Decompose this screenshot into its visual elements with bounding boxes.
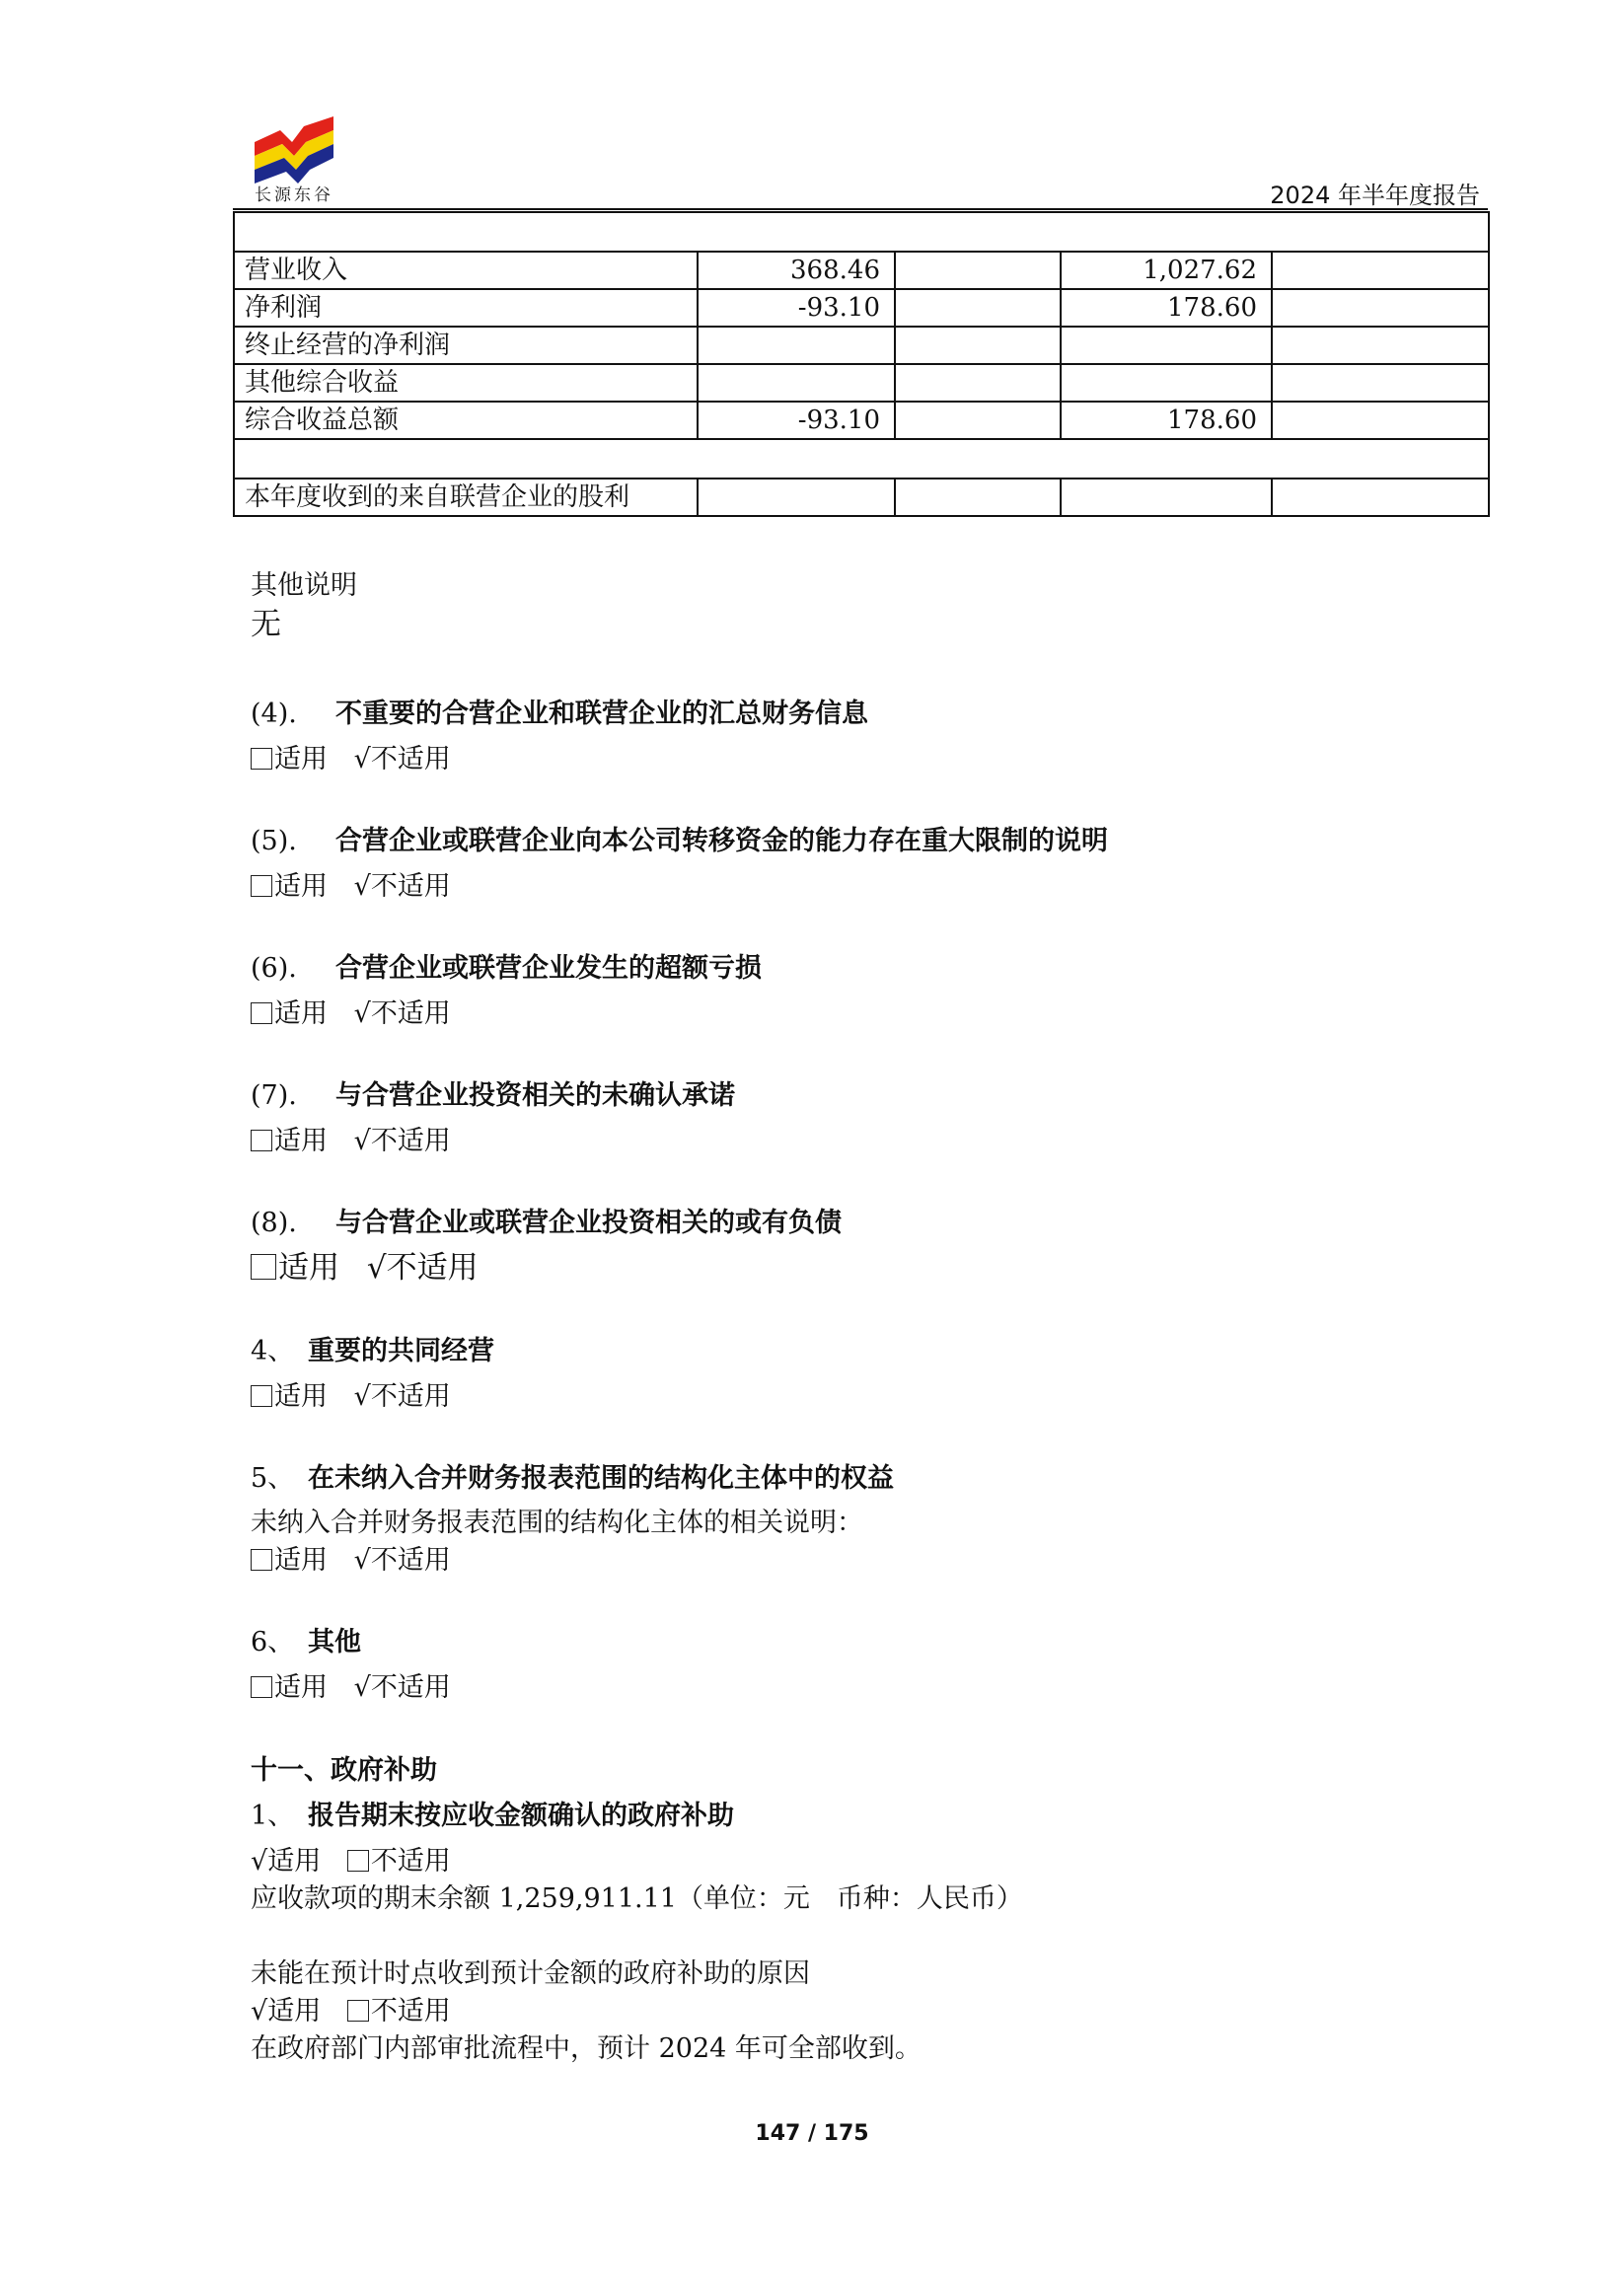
section-number: (5). xyxy=(251,826,297,856)
table-cell-value: 368.46 xyxy=(698,252,895,289)
section-6-heading xyxy=(251,952,762,986)
section-4-heading xyxy=(251,698,868,731)
table-cell-value: 1,027.62 xyxy=(1061,252,1272,289)
table-cell-value xyxy=(1061,327,1272,364)
table-cell-value xyxy=(895,364,1061,402)
structured-entity-note: 未纳入合并财务报表范围的结构化主体的相关说明： xyxy=(251,1508,863,1538)
checkmark-icon: √ xyxy=(366,1250,387,1286)
section-number: (4). xyxy=(251,699,297,729)
applicability-row xyxy=(251,1995,451,2028)
table-cell-label: 营业收入 xyxy=(234,252,698,289)
table-cell-value xyxy=(895,327,1061,364)
section-title: 合营企业或联营企业向本公司转移资金的能力存在重大限制的说明 xyxy=(335,826,1108,856)
applicability-row xyxy=(251,1845,451,1879)
table-cell-label: 终止经营的净利润 xyxy=(234,327,698,364)
not-applicable-label: 不适用 xyxy=(370,1381,451,1412)
table-row xyxy=(234,402,1489,439)
report-title: 2024 年半年度报告 xyxy=(1270,182,1480,209)
table-cell-value xyxy=(895,479,1061,516)
table-cell-label: 综合收益总额 xyxy=(234,402,698,439)
table-cell-value xyxy=(1061,364,1272,402)
section-number: (8). xyxy=(251,1208,297,1238)
applicable-label: 适用 xyxy=(274,744,328,774)
table-row xyxy=(234,212,1489,252)
table-cell-value: 178.60 xyxy=(1061,289,1272,327)
section-title: 其他 xyxy=(308,1627,361,1658)
delay-explanation-text: 在政府部门内部审批流程中，预计 2024 年可全部收到。 xyxy=(251,2033,922,2064)
section-title: 报告期末按应收金额确认的政府补助 xyxy=(308,1801,734,1831)
checkbox-empty-icon xyxy=(251,748,272,770)
applicability-row xyxy=(251,1671,451,1705)
checkmark-icon: √ xyxy=(353,1381,371,1412)
applicable-label: 适用 xyxy=(267,1996,322,2027)
checkmark-icon: √ xyxy=(353,1672,371,1703)
section-number: 6、 xyxy=(251,1627,295,1658)
receivable-amount-text: 应收款项的期末余额 1,259,911.11（单位：元 币种：人民币） xyxy=(251,1883,1023,1914)
table-cell-value xyxy=(1272,252,1489,289)
not-applicable-label: 不适用 xyxy=(370,1672,451,1703)
not-applicable-label: 不适用 xyxy=(370,1545,451,1576)
table-cell-label: 其他综合收益 xyxy=(234,364,698,402)
checkbox-empty-icon xyxy=(251,1676,272,1698)
not-applicable-label: 不适用 xyxy=(370,1126,451,1156)
section-title: 不重要的合营企业和联营企业的汇总财务信息 xyxy=(335,699,868,729)
table-cell-value: -93.10 xyxy=(698,402,895,439)
applicable-label: 适用 xyxy=(274,1672,328,1703)
section-g1-heading xyxy=(251,1800,734,1833)
delay-reason-label: 未能在预计时点收到预计金额的政府补助的原因 xyxy=(251,1958,810,1989)
applicability-row xyxy=(251,1544,451,1578)
applicable-label: 适用 xyxy=(274,1126,328,1156)
section-number: 4、 xyxy=(251,1336,295,1366)
table-row xyxy=(234,327,1489,364)
table-cell-value: 178.60 xyxy=(1061,402,1272,439)
chapter-heading: 十一、政府补助 xyxy=(251,1755,437,1786)
applicability-row xyxy=(251,1125,451,1158)
table-cell-value xyxy=(1272,479,1489,516)
checkmark-icon: √ xyxy=(353,1545,371,1576)
table-cell-label: 净利润 xyxy=(234,289,698,327)
applicable-label: 适用 xyxy=(274,1545,328,1576)
not-applicable-label: 不适用 xyxy=(370,1996,451,2027)
applicable-label: 适用 xyxy=(274,998,328,1029)
header-divider xyxy=(233,208,1488,210)
table-cell-value xyxy=(1272,289,1489,327)
applicability-row xyxy=(251,1251,479,1285)
table-cell-value xyxy=(1272,364,1489,402)
checkmark-icon: √ xyxy=(353,744,371,774)
section-h6-heading xyxy=(251,1626,361,1659)
section-title: 重要的共同经营 xyxy=(308,1336,494,1366)
checkbox-empty-icon xyxy=(251,1254,276,1280)
checkmark-icon: √ xyxy=(251,1846,268,1877)
section-title: 与合营企业投资相关的未确认承诺 xyxy=(335,1080,735,1111)
other-note-value: 无 xyxy=(251,607,281,642)
not-applicable-label: 不适用 xyxy=(370,1846,451,1877)
table-cell-label xyxy=(234,212,1489,252)
other-note-label: 其他说明 xyxy=(251,570,357,601)
not-applicable-label: 不适用 xyxy=(370,744,451,774)
page-number: 147 / 175 xyxy=(755,2121,869,2146)
checkbox-empty-icon xyxy=(251,1549,272,1571)
logo-text: 长源东谷 xyxy=(255,185,333,205)
table-cell-value: -93.10 xyxy=(698,289,895,327)
table-row xyxy=(234,439,1489,479)
applicable-label: 适用 xyxy=(274,871,328,902)
applicable-label: 适用 xyxy=(278,1250,339,1286)
section-number: 5、 xyxy=(251,1463,295,1494)
table-row xyxy=(234,289,1489,327)
section-number: (7). xyxy=(251,1080,297,1111)
table-row xyxy=(234,364,1489,402)
applicability-row xyxy=(251,743,451,776)
not-applicable-label: 不适用 xyxy=(370,998,451,1029)
checkbox-empty-icon xyxy=(347,1850,369,1872)
section-h5-heading xyxy=(251,1462,894,1496)
section-number: (6). xyxy=(251,953,297,984)
applicable-label: 适用 xyxy=(267,1846,322,1877)
table-cell-value xyxy=(1272,327,1489,364)
section-number: 1、 xyxy=(251,1801,295,1831)
table-cell-value xyxy=(698,479,895,516)
checkbox-empty-icon xyxy=(251,1130,272,1151)
table-row xyxy=(234,252,1489,289)
section-8-heading xyxy=(251,1207,842,1240)
checkmark-icon: √ xyxy=(251,1996,268,2027)
section-7-heading xyxy=(251,1079,735,1113)
applicability-row xyxy=(251,1380,451,1414)
financial-info-table xyxy=(233,211,1490,517)
table-cell-value xyxy=(895,402,1061,439)
checkmark-icon: √ xyxy=(353,1126,371,1156)
table-cell-value xyxy=(698,364,895,402)
not-applicable-label: 不适用 xyxy=(370,871,451,902)
table-cell-value xyxy=(698,327,895,364)
checkbox-empty-icon xyxy=(251,875,272,897)
table-cell-value xyxy=(1272,402,1489,439)
applicable-label: 适用 xyxy=(274,1381,328,1412)
table-cell-label: 本年度收到的来自联营企业的股利 xyxy=(234,479,698,516)
table-cell-value xyxy=(895,289,1061,327)
applicability-row xyxy=(251,997,451,1031)
checkmark-icon: √ xyxy=(353,871,371,902)
section-5-heading xyxy=(251,825,1108,858)
checkbox-empty-icon xyxy=(347,2000,369,2022)
section-title: 合营企业或联营企业发生的超额亏损 xyxy=(335,953,762,984)
section-h4-heading xyxy=(251,1335,494,1368)
table-cell-value xyxy=(895,252,1061,289)
table-cell-label xyxy=(234,439,1489,479)
checkbox-empty-icon xyxy=(251,1385,272,1407)
section-title: 与合营企业或联营企业投资相关的或有负债 xyxy=(335,1208,842,1238)
checkmark-icon: √ xyxy=(353,998,371,1029)
not-applicable-label: 不适用 xyxy=(386,1250,479,1286)
table-cell-value xyxy=(1061,479,1272,516)
applicability-row xyxy=(251,870,451,904)
section-title: 在未纳入合并财务报表范围的结构化主体中的权益 xyxy=(308,1463,894,1494)
checkbox-empty-icon xyxy=(251,1002,272,1024)
table-row xyxy=(234,479,1489,516)
